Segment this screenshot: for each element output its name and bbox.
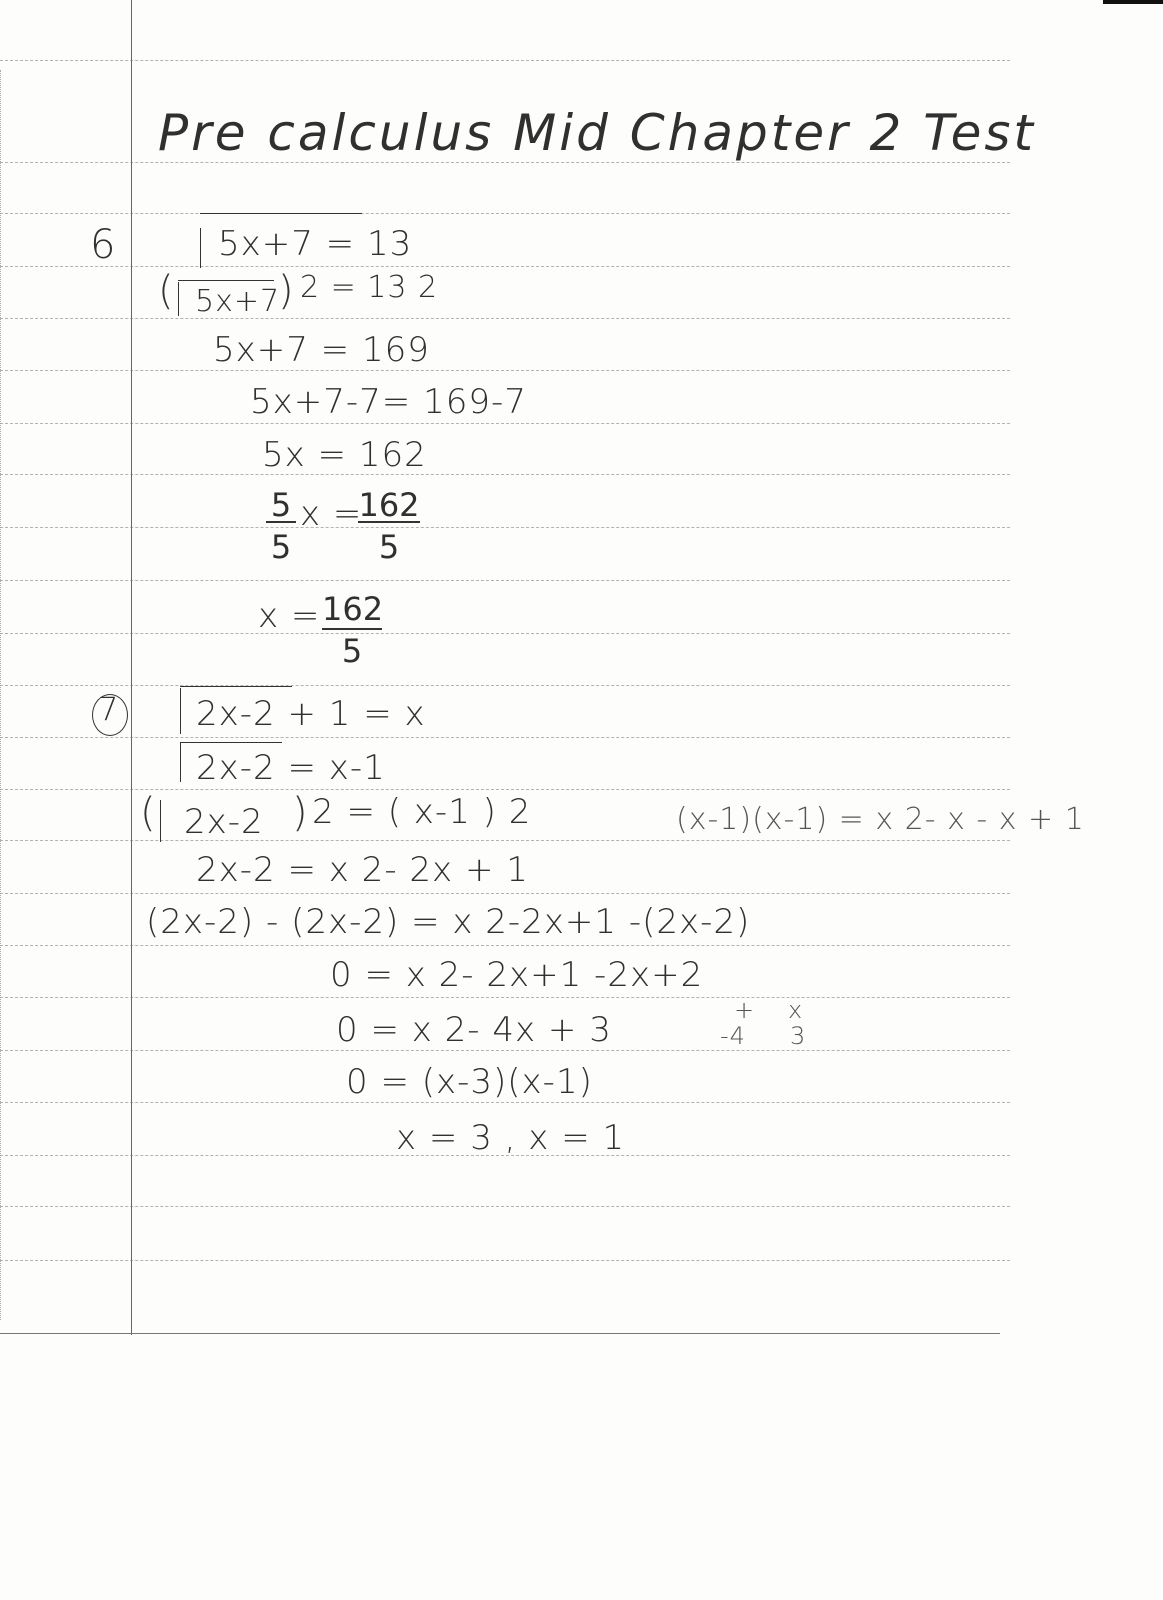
side-note-expansion: (x-1)(x-1) = x 2- x - x + 1 <box>676 802 1085 837</box>
problem7-step-3-radicand: 2x-2 <box>184 802 264 842</box>
ruled-line <box>0 1206 1010 1207</box>
answer-denominator: 5 <box>341 632 363 670</box>
ruled-line <box>0 1102 1010 1103</box>
ruled-line <box>0 737 1010 738</box>
fraction-numerator: 5 <box>270 486 292 524</box>
ruled-line <box>0 685 1010 686</box>
problem7-step-1: 2x-2 + 1 = x <box>196 694 426 734</box>
ruled-line <box>0 370 1010 371</box>
fraction-denominator: 5 <box>378 528 400 566</box>
ruled-line <box>0 266 1010 267</box>
ruled-line <box>0 162 1010 163</box>
ruled-line <box>0 580 1010 581</box>
fraction-bar <box>358 521 420 523</box>
answer-numerator: 162 <box>322 590 384 628</box>
problem7-step-7: 0 = x 2- 4x + 3 <box>336 1010 612 1050</box>
problem6-step-2-rest: 2 = 13 2 <box>300 270 439 305</box>
page-left-edge <box>0 70 4 1320</box>
problem-number-6: 6 <box>90 222 117 268</box>
radical-sign <box>180 742 181 782</box>
page-title: Pre calculus Mid Chapter 2 Test <box>158 104 1037 162</box>
problem7-step-4: 2x-2 = x 2- 2x + 1 <box>196 850 529 890</box>
ruled-line <box>0 318 1010 319</box>
ruled-line <box>0 1260 1010 1261</box>
ruled-line <box>0 893 1010 894</box>
ruled-line <box>0 997 1010 998</box>
problem6-step-3: 5x+7 = 169 <box>213 330 430 370</box>
ruled-line <box>0 474 1010 475</box>
ruled-line <box>0 1050 1010 1051</box>
factor-hint-times: x <box>788 996 804 1024</box>
radical-sign <box>200 228 201 268</box>
ruled-line <box>0 945 1010 946</box>
fraction-bar <box>322 628 382 630</box>
problem7-step-6: 0 = x 2- 2x+1 -2x+2 <box>330 955 704 995</box>
close-paren: ) <box>292 790 308 836</box>
problem6-step-2-radicand: 5x+7 <box>195 284 281 319</box>
fraction-bar <box>266 521 296 523</box>
fraction-numerator: 162 <box>358 486 420 524</box>
factor-hint-plus: + <box>734 996 756 1024</box>
open-paren: ( <box>158 268 174 314</box>
problem6-step-5: 5x = 162 <box>262 435 427 475</box>
radical-sign <box>180 688 181 734</box>
radical-bar <box>180 742 282 743</box>
ruled-line <box>0 60 1010 61</box>
fraction-middle: x = <box>300 494 363 534</box>
radical-bar <box>178 280 274 281</box>
ruled-line <box>0 840 1010 841</box>
ruled-line <box>0 423 1010 424</box>
problem-number-7: 7 <box>98 690 120 728</box>
ruled-line <box>0 633 1010 634</box>
open-paren: ( <box>140 790 156 836</box>
margin-line <box>131 0 132 1335</box>
problem7-step-3-rest: 2 = ( x-1 ) 2 <box>312 792 532 832</box>
radical-bar <box>200 213 362 214</box>
problem6-step-4: 5x+7-7= 169-7 <box>250 382 527 422</box>
problem7-step-5: (2x-2) - (2x-2) = x 2-2x+1 -(2x-2) <box>146 902 751 942</box>
factor-hint-product: 3 <box>790 1022 807 1050</box>
problem7-step-2: 2x-2 = x-1 <box>196 748 386 788</box>
radical-sign <box>178 282 179 316</box>
problem6-step-1: 5x+7 = 13 <box>218 224 413 264</box>
radical-sign <box>160 800 161 842</box>
problem6-answer-lhs: x = <box>258 596 321 636</box>
problem7-answer: x = 3 , x = 1 <box>396 1118 626 1158</box>
close-paren: ) <box>278 268 294 314</box>
page-bottom-edge <box>0 1333 1000 1334</box>
problem7-step-8: 0 = (x-3)(x-1) <box>346 1062 593 1102</box>
factor-hint-sum: -4 <box>720 1022 746 1050</box>
fraction-denominator: 5 <box>270 528 292 566</box>
ruled-line <box>0 527 1010 528</box>
ruled-line <box>0 213 1010 214</box>
scan-corner-mark <box>1103 0 1163 4</box>
radical-bar <box>180 686 292 687</box>
